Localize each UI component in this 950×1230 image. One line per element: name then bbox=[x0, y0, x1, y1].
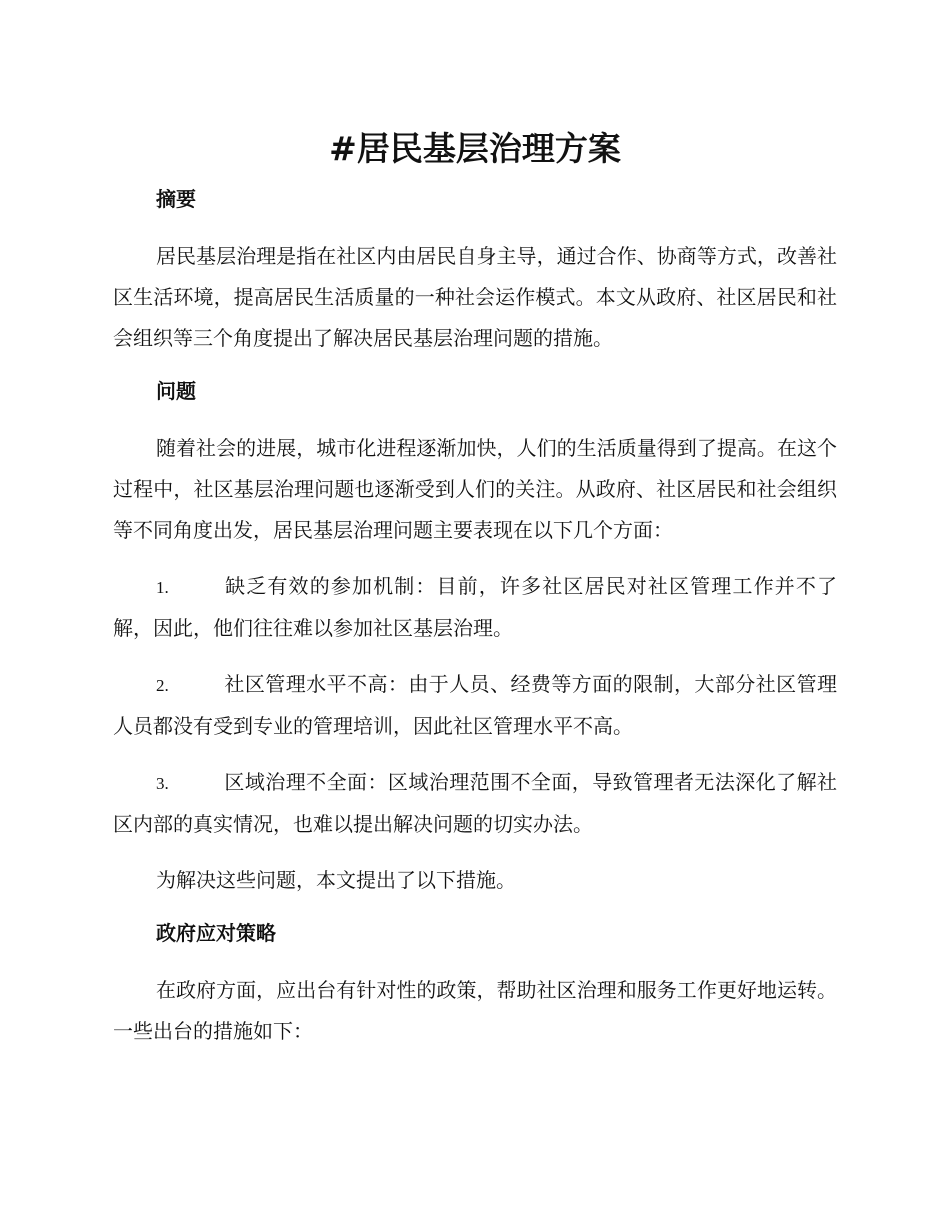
problem-list-item-1 bbox=[113, 566, 837, 649]
list-text: 区域治理不全面：区域治理范围不全面，导致管理者无法深化了解社区内部的真实情况，也难以提出解决问题的切实办法。 bbox=[113, 770, 837, 836]
document-title: #居民基层治理方案 bbox=[329, 129, 621, 168]
document-content bbox=[113, 120, 837, 1052]
list-number: 2. bbox=[156, 676, 169, 695]
abstract-paragraph: 居民基层治理是指在社区内由居民自身主导，通过合作、协商等方式，改善社区生活环境，提高居民生活质量的一种社会运作模式。本文从政府、社区居民和社会组织等三个角度提出了解决居民基层治理问题的措施。 bbox=[113, 244, 837, 350]
spacing bbox=[113, 845, 837, 860]
spacing bbox=[113, 408, 837, 428]
list-number: 3. bbox=[156, 774, 169, 793]
list-text: 社区管理水平不高：由于人员、经费等方面的限制，大部分社区管理人员都没有受到专业的管理培训，因此社区管理水平不高。 bbox=[113, 672, 837, 738]
spacing bbox=[113, 551, 837, 566]
spacing bbox=[113, 649, 837, 664]
problem-list-item-2 bbox=[113, 664, 837, 747]
government-strategy-heading: 政府应对策略 bbox=[156, 921, 276, 945]
spacing bbox=[113, 216, 837, 236]
list-text: 缺乏有效的参加机制：目前，许多社区居民对社区管理工作并不了解，因此，他们往往难以参加社区基层治理。 bbox=[113, 574, 837, 640]
list-number: 1. bbox=[156, 578, 169, 597]
abstract-heading: 摘要 bbox=[156, 187, 196, 211]
spacing bbox=[113, 950, 837, 970]
spacing bbox=[113, 747, 837, 762]
spacing bbox=[113, 901, 837, 916]
government-strategy-paragraph: 在政府方面，应出台有针对性的政策，帮助社区治理和服务工作更好地运转。一些出台的措施如下： bbox=[113, 978, 837, 1043]
problem-list-item-3 bbox=[113, 762, 837, 845]
problem-paragraph: 随着社会的进展，城市化进程逐渐加快，人们的生活质量得到了提高。在这个过程中，社区基层治理问题也逐渐受到人们的关注。从政府、社区居民和社会组织等不同角度出发，居民基层治理问题主要表现在以下几个方面： bbox=[113, 436, 837, 542]
problem-heading: 问题 bbox=[156, 379, 196, 403]
problem-conclusion: 为解决这些问题，本文提出了以下措施。 bbox=[156, 868, 516, 892]
spacing bbox=[113, 359, 837, 374]
